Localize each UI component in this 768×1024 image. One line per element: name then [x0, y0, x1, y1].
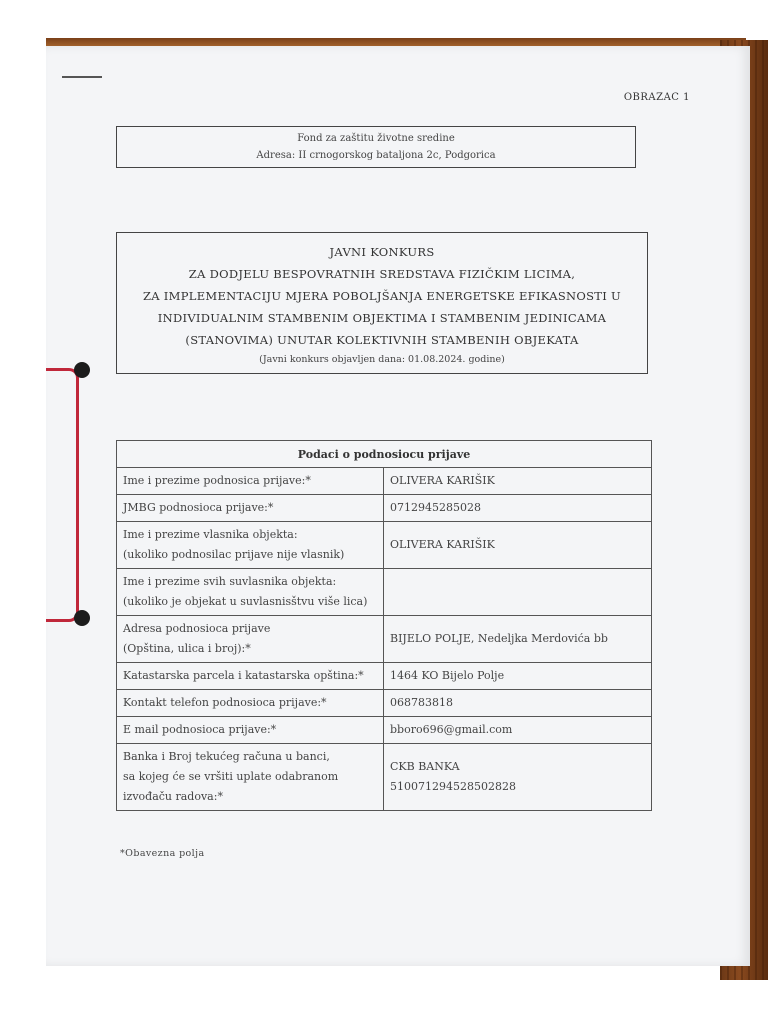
value-line: BIJELO POLJE, Nedeljka Merdovića bb	[390, 632, 608, 645]
form-id: OBRAZAC 1	[623, 92, 690, 103]
table-row	[117, 690, 652, 717]
table-row	[117, 468, 652, 495]
table-heading: Podaci o podnosiocu prijave	[117, 441, 652, 468]
table-row	[117, 616, 652, 663]
table-row	[117, 744, 652, 811]
value-line: 0712945285028	[390, 501, 481, 514]
title-line: ZA IMPLEMENTACIJU MJERA POBOLJŠANJA ENERGETSKE EFIKASNOSTI U	[142, 289, 622, 303]
value-line: 510071294528502828	[390, 780, 516, 793]
field-label	[117, 495, 384, 522]
field-label	[117, 616, 384, 663]
field-label	[117, 717, 384, 744]
title-line: JAVNI KONKURS	[329, 245, 435, 259]
competition-title-box	[116, 232, 648, 374]
fund-address: Adresa: II crnogorskog bataljona 2c, Podgorica	[256, 150, 496, 161]
field-value	[384, 569, 652, 616]
label-line: Banka i Broj tekućeg računa u banci,	[123, 750, 330, 763]
field-label	[117, 663, 384, 690]
title-line: (STANOVIMA) UNUTAR KOLEKTIVNIH STAMBENIH OBJEKATA	[185, 333, 579, 347]
label-line: Katastarska parcela i katastarska opština:*	[123, 669, 364, 682]
field-value	[384, 690, 652, 717]
fund-info-box	[116, 126, 636, 168]
table-row	[117, 495, 652, 522]
table-surface-top	[46, 38, 746, 46]
title-line: INDIVIDUALNIM STAMBENIM OBJEKTIMA I STAMBENIM JEDINICAMA	[157, 311, 607, 325]
label-line: Kontakt telefon podnosioca prijave:*	[123, 696, 327, 709]
label-line: JMBG podnosioca prijave:*	[123, 501, 274, 514]
table-row	[117, 663, 652, 690]
field-label	[117, 468, 384, 495]
label-line: Ime i prezime podnosica prijave:*	[123, 474, 311, 487]
field-label	[117, 690, 384, 717]
table-row	[117, 569, 652, 616]
label-line: E mail podnosioca prijave:*	[123, 723, 277, 736]
punch-hole-top	[74, 362, 90, 378]
field-value	[384, 468, 652, 495]
field-label	[117, 522, 384, 569]
value-line: OLIVERA KARIŠIK	[390, 538, 495, 551]
field-value	[384, 744, 652, 811]
punch-hole-bottom	[74, 610, 90, 626]
label-line: sa kojeg će se vršiti uplate odabranom	[123, 770, 339, 783]
binding-string	[46, 368, 79, 622]
label-line: (Opština, ulica i broj):*	[123, 642, 251, 655]
value-line: 068783818	[390, 696, 453, 709]
value-line: 1464 KO Bijelo Polje	[390, 669, 505, 682]
pen-mark	[62, 76, 102, 78]
label-line: Adresa podnosioca prijave	[123, 622, 271, 635]
field-label	[117, 569, 384, 616]
value-line: bboro696@gmail.com	[390, 723, 513, 736]
field-value	[384, 717, 652, 744]
publication-date: (Javni konkurs objavljen dana: 01.08.2024. godine)	[259, 354, 505, 365]
required-fields-note: *Obavezna polja	[120, 848, 205, 859]
label-line: (ukoliko je objekat u suvlasnisštvu više lica)	[123, 595, 368, 608]
value-line: CKB BANKA	[390, 760, 460, 773]
label-line: (ukoliko podnosilac prijave nije vlasnik)	[123, 548, 345, 561]
field-value	[384, 522, 652, 569]
table-row	[117, 717, 652, 744]
value-line: OLIVERA KARIŠIK	[390, 474, 495, 487]
field-value	[384, 616, 652, 663]
label-line: izvođaču radova:*	[123, 790, 223, 803]
applicant-table	[116, 440, 652, 811]
title-line: ZA DODJELU BESPOVRATNIH SREDSTAVA FIZIČKIM LICIMA,	[188, 267, 576, 281]
fund-name: Fond za zaštitu životne sredine	[297, 133, 455, 144]
field-label	[117, 744, 384, 811]
table-row	[117, 522, 652, 569]
label-line: Ime i prezime vlasnika objekta:	[123, 528, 298, 541]
table-header-row	[117, 441, 652, 468]
label-line: Ime i prezime svih suvlasnika objekta:	[123, 575, 337, 588]
field-value	[384, 663, 652, 690]
field-value	[384, 495, 652, 522]
